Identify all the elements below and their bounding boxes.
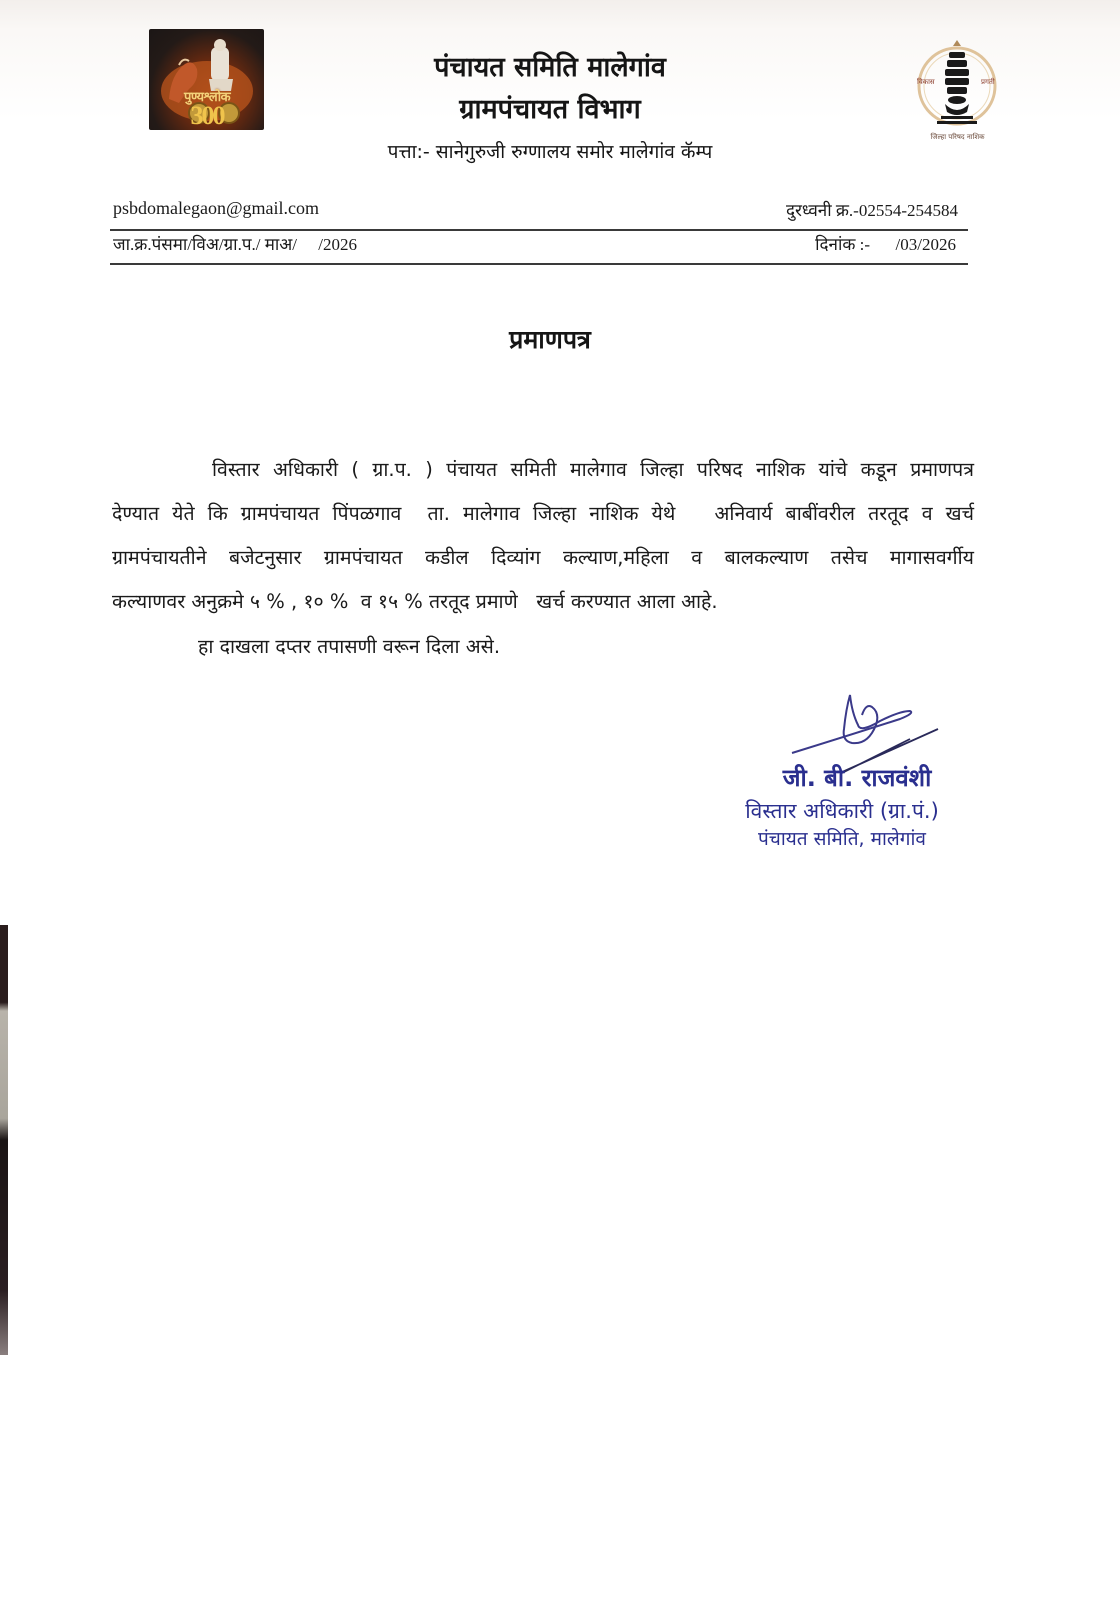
department-title: ग्रामपंचायत विभाग <box>459 94 641 125</box>
divider-line <box>110 263 968 265</box>
email-link[interactable]: psbdomalegaon@gmail.com <box>113 198 320 218</box>
zilla-parishad-emblem <box>905 38 1010 148</box>
closing-statement: हा दाखला दप्तर तपासणी वरून दिला असे. <box>198 635 501 658</box>
body-line: देण्यात येते कि ग्रामपंचायत पिंपळगाव ता. मालेगाव जिल्हा नाशिक येथे अनिवार्य बाबींवरील तरतूद व खर्च <box>112 502 974 525</box>
emblem-right-word: प्रगती <box>981 78 995 86</box>
emblem-caption: जिल्हा परिषद नाशिक <box>930 133 985 141</box>
punyashlok-300-logo <box>149 29 264 130</box>
logo-caption: पुण्यश्लोक <box>183 90 231 105</box>
emblem-icon <box>905 38 1010 133</box>
logo-number: 300 <box>190 101 224 130</box>
emblem-left-word: विकास <box>917 78 935 86</box>
scan-edge-shadow <box>0 925 8 1355</box>
signatory-name: जी. बी. राजवंशी <box>782 764 932 792</box>
body-line: विस्तार अधिकारी ( ग्रा.प. ) पंचायत समिती मालेगाव जिल्हा परिषद नाशिक यांचे कडून प्रमाणपत्र <box>212 458 974 481</box>
office-address: पत्ता:- सानेगुरुजी रुग्णालय समोर मालेगांव कॅम्प <box>387 141 713 163</box>
certificate-body <box>112 448 974 624</box>
office-title: पंचायत समिति मालेगांव <box>434 52 666 83</box>
certificate-title: प्रमाणपत्र <box>509 325 591 354</box>
body-line: ग्रामपंचायतीने बजेटनुसार ग्रामपंचायत कडील दिव्यांग कल्याण,महिला व बालकल्याण तसेच मागासवर्गीय <box>112 546 974 569</box>
phone-number: दुरध्वनी क्र.-02554-254584 <box>785 201 958 220</box>
contact-row <box>113 198 970 226</box>
signatory-designation: विस्तार अधिकारी (ग्रा.पं.) <box>745 799 939 823</box>
reference-row <box>113 232 970 260</box>
divider-line <box>110 229 968 231</box>
outward-number: जा.क्र.पंसमा/विअ/ग्रा.प./ माअ/ /2026 <box>113 235 357 254</box>
body-line: कल्याणवर अनुक्रमे ५ % , १० % व १५ % तरतूद प्रमाणे खर्च करण्यात आला आहे. <box>112 590 718 613</box>
signatory-office: पंचायत समिति, मालेगांव <box>758 828 926 850</box>
letter-date: दिनांक :- /03/2026 <box>815 235 956 254</box>
signatory-stamp <box>712 762 972 852</box>
